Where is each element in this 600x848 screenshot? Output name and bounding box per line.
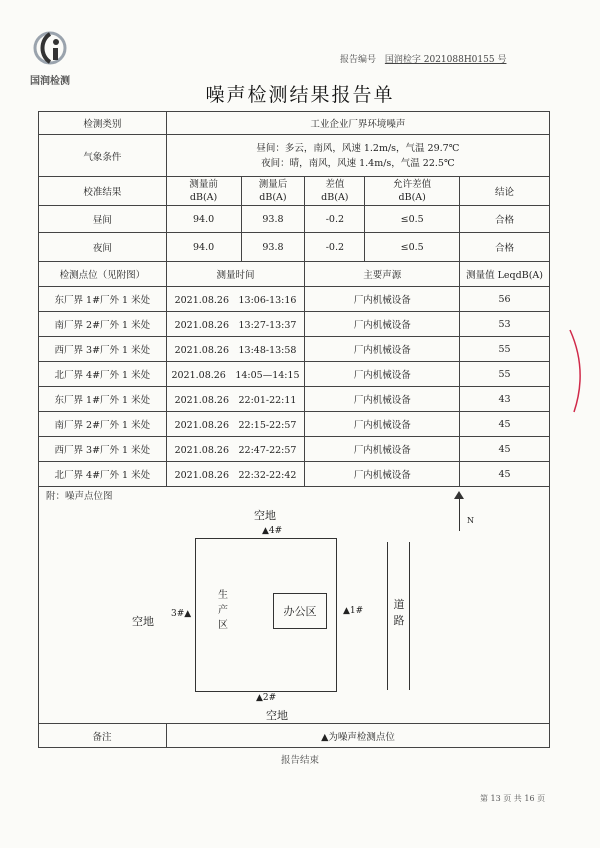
measurement-row [39, 412, 550, 437]
measurement-cell: 2021.08.26 22:15-22:57 [166, 412, 305, 437]
measurement-cell: 2021.08.26 14:05—14:15 [166, 362, 305, 387]
category-value: 工业企业厂界环境噪声 [166, 112, 549, 135]
logo-icon [30, 28, 70, 68]
measurement-cell: 南厂界 2#厂外 1 米处 [39, 412, 167, 437]
company-logo [20, 28, 80, 87]
weather-day: 昼间：多云，南风，风速 1.2m/s，气温 29.7℃ [256, 142, 460, 154]
calibration-header: 测量后 dB(A) [241, 177, 305, 206]
open-space-south: 空地 [266, 709, 288, 722]
measurement-cell: 56 [460, 287, 550, 312]
calibration-cell: 合格 [460, 233, 550, 262]
measurement-cell: 西厂界 3#厂外 1 米处 [39, 337, 167, 362]
measurement-cell: 厂内机械设备 [305, 462, 460, 487]
category-row [39, 112, 550, 135]
measurement-cell: 北厂界 4#厂外 1 米处 [39, 362, 167, 387]
measurement-cell: 45 [460, 462, 550, 487]
measurement-cell: 厂内机械设备 [305, 312, 460, 337]
measurement-cell: 西厂界 3#厂外 1 米处 [39, 437, 167, 462]
road-label: 道 路 [393, 598, 405, 627]
point-1-marker: ▲1# [343, 606, 364, 616]
report-end: 报告结束 [280, 755, 319, 766]
north-arrow-shaft [459, 497, 460, 531]
measurement-cell: 55 [460, 362, 550, 387]
weather-row [39, 135, 550, 177]
measurement-cell: 南厂界 2#厂外 1 米处 [39, 312, 167, 337]
measurement-row [39, 337, 550, 362]
measurement-cell: 东厂界 1#厂外 1 米处 [39, 387, 167, 412]
measurement-cell: 厂内机械设备 [305, 437, 460, 462]
measurement-cell: 2021.08.26 13:27-13:37 [166, 312, 305, 337]
calibration-header-row [39, 177, 550, 206]
calibration-cell: 93.8 [241, 233, 305, 262]
calibration-header: 允许差值 dB(A) [365, 177, 460, 206]
logo-text: 国润检测 [30, 76, 70, 87]
measurement-cell: 2021.08.26 22:47-22:57 [166, 437, 305, 462]
road-edge-left [387, 542, 388, 690]
calibration-header: 结论 [460, 177, 550, 206]
measurement-cell: 45 [460, 437, 550, 462]
measurement-cell: 北厂界 4#厂外 1 米处 [39, 462, 167, 487]
measurement-row [39, 287, 550, 312]
north-label: N [467, 516, 474, 525]
measurement-cell: 厂内机械设备 [305, 337, 460, 362]
measurement-header-row [39, 262, 550, 287]
measurement-cell: 53 [460, 312, 550, 337]
measurement-row [39, 362, 550, 387]
point-2-marker: ▲2# [256, 693, 277, 703]
weather-label: 气象条件 [39, 135, 167, 177]
report-number-value: 国润检字 2021088H0155 号 [384, 55, 507, 65]
production-area-label: 生 产 区 [218, 590, 228, 631]
calibration-cell: 夜间 [39, 233, 167, 262]
seal-stamp-icon [566, 320, 600, 420]
report-number-label: 报告编号 [340, 55, 377, 65]
measurement-cell: 东厂界 1#厂外 1 米处 [39, 287, 167, 312]
calibration-cell: 94.0 [166, 233, 241, 262]
remarks-value: ▲为噪声检测点位 [321, 732, 395, 743]
page-number: 第 13 页 共 16 页 [480, 794, 546, 803]
results-table [38, 111, 550, 487]
measurement-cell: 厂内机械设备 [305, 412, 460, 437]
open-space-west: 空地 [132, 615, 154, 628]
calibration-header: 测量前 dB(A) [166, 177, 241, 206]
calibration-cell: ≤0.5 [365, 233, 460, 262]
measurement-cell: 2021.08.26 13:06-13:16 [166, 287, 305, 312]
calibration-cell: -0.2 [305, 206, 365, 233]
page-title: 噪声检测结果报告单 [205, 84, 395, 106]
measurement-row [39, 387, 550, 412]
measurement-cell: 2021.08.26 13:48-13:58 [166, 337, 305, 362]
calibration-header: 差值 dB(A) [305, 177, 365, 206]
measurement-header: 测量值 LeqdB(A) [460, 262, 550, 287]
measurement-cell: 55 [460, 337, 550, 362]
measurement-cell: 2021.08.26 22:01-22:11 [166, 387, 305, 412]
measurement-cell: 43 [460, 387, 550, 412]
measurement-cell: 2021.08.26 22:32-22:42 [166, 462, 305, 487]
calibration-cell: 94.0 [166, 206, 241, 233]
measurement-cell: 厂内机械设备 [305, 362, 460, 387]
calibration-cell: 93.8 [241, 206, 305, 233]
measurement-row [39, 312, 550, 337]
point-3-marker: 3#▲ [171, 609, 192, 619]
calibration-header: 校准结果 [39, 177, 167, 206]
weather-value [166, 135, 549, 177]
calibration-cell: 合格 [460, 206, 550, 233]
road-edge-right [409, 542, 410, 690]
open-space-north: 空地 [254, 509, 276, 522]
remarks-label: 备注 [92, 732, 112, 743]
measurement-row [39, 437, 550, 462]
measurement-cell: 厂内机械设备 [305, 387, 460, 412]
measurement-row [39, 462, 550, 487]
report-number [340, 52, 506, 65]
measurement-cell: 厂内机械设备 [305, 287, 460, 312]
diagram-label: 附：噪声点位图 [46, 491, 113, 502]
category-label: 检测类别 [39, 112, 167, 135]
calibration-cell: ≤0.5 [365, 206, 460, 233]
calibration-row [39, 233, 550, 262]
measurement-header: 检测点位（见附图） [39, 262, 167, 287]
calibration-cell: -0.2 [305, 233, 365, 262]
office-area: 办公区 [273, 593, 327, 629]
measurement-cell: 45 [460, 412, 550, 437]
calibration-row [39, 206, 550, 233]
point-4-marker: ▲4# [262, 526, 283, 536]
measurement-header: 主要声源 [305, 262, 460, 287]
calibration-cell: 昼间 [39, 206, 167, 233]
measurement-header: 测量时间 [166, 262, 305, 287]
weather-night: 夜间：晴，南风，风速 1.4m/s，气温 22.5℃ [261, 157, 455, 169]
